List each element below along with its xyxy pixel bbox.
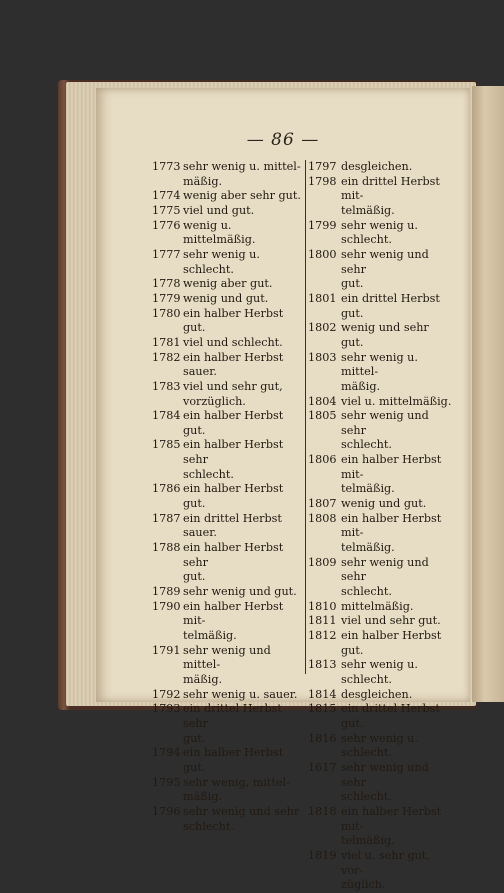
vintage-entry: [308, 600, 454, 615]
vintage-description: ein halber Herbst sehr: [183, 541, 284, 569]
vintage-entry: [308, 805, 454, 834]
vintage-entry: [308, 160, 454, 175]
vintage-entry: [308, 702, 454, 731]
vintage-description-continued: telmäßig.: [341, 203, 395, 217]
year-number: 1793: [152, 702, 181, 716]
year-number: 1795: [152, 775, 181, 789]
year-number: 1796: [152, 804, 181, 818]
vintage-entry: [152, 688, 302, 703]
year-number: 1617: [308, 760, 337, 774]
year-number: 1807: [308, 497, 337, 511]
vintage-entry: [152, 541, 302, 570]
vintage-entry: [152, 204, 302, 219]
vintage-description: sehr wenig u. schlecht.: [183, 247, 260, 276]
column-divider: [305, 160, 306, 674]
year-number: 1810: [308, 599, 337, 613]
vintage-entry: [308, 395, 454, 410]
vintage-description: ein halber Herbst gut.: [183, 306, 284, 335]
vintage-description: sehr wenig und sehr: [341, 409, 429, 437]
year-number: 1786: [152, 482, 181, 496]
year-number: 1800: [308, 247, 337, 261]
vintage-description: wenig und gut.: [341, 497, 427, 511]
vintage-description: sehr wenig u. schlecht.: [341, 658, 418, 686]
year-number: 1802: [308, 321, 337, 335]
vintage-description-continued: telmäßig.: [341, 482, 395, 496]
year-number: 1774: [152, 189, 181, 203]
year-number: 1782: [152, 350, 181, 364]
vintage-entry: [308, 629, 454, 658]
year-number: 1801: [308, 291, 337, 305]
vintage-description: ein drittel Herbst gut.: [341, 702, 440, 730]
year-number: 1816: [308, 731, 337, 745]
vintage-description: sehr wenig und mittel-: [183, 643, 271, 672]
year-number: 1811: [308, 614, 337, 628]
year-number: 1798: [308, 174, 337, 188]
vintage-entry: [308, 688, 454, 703]
vintage-entry: [308, 292, 454, 321]
vintage-entry: [308, 849, 454, 878]
vintage-description: sehr wenig u. schlecht.: [341, 731, 418, 760]
vintage-entry: [152, 219, 302, 248]
left-column: [152, 160, 302, 834]
vintage-description: sehr wenig und sehr: [341, 760, 429, 789]
year-number: 1773: [152, 160, 181, 173]
vintage-description: ein drittel Herbst gut.: [341, 291, 440, 320]
vintage-entry: [308, 614, 454, 629]
vintage-entry: [308, 556, 454, 585]
year-number: 1813: [308, 658, 337, 672]
vintage-description: mittelmäßig.: [341, 599, 414, 613]
vintage-description-continued: gut.: [183, 731, 206, 745]
year-number: 1775: [152, 203, 181, 217]
vintage-description-continued: vorzüglich.: [183, 394, 246, 408]
vintage-entry: [152, 805, 302, 820]
vintage-entry: [308, 658, 454, 687]
vintage-entry: [308, 248, 454, 277]
year-number: 1776: [152, 218, 181, 232]
vintage-description: viel u. mittelmäßig.: [341, 394, 452, 408]
vintage-description-continued: mäßig.: [183, 790, 223, 804]
year-number: 1794: [152, 746, 181, 760]
vintage-description: viel und gut.: [183, 203, 255, 217]
year-number: 1797: [308, 160, 337, 173]
vintage-description: sehr wenig u. mittel-: [183, 160, 301, 173]
vintage-description: sehr wenig u. mittel-: [341, 350, 418, 379]
vintage-entry: [152, 746, 302, 775]
vintage-description: ein halber Herbst sauer.: [183, 350, 284, 379]
year-number: 1785: [152, 438, 181, 452]
year-number: 1814: [308, 687, 337, 701]
vintage-description-continued: mäßig.: [183, 672, 223, 686]
year-number: 1812: [308, 629, 337, 642]
vintage-entry: [152, 482, 302, 511]
vintage-entry: [308, 219, 454, 248]
vintage-entry: [152, 438, 302, 467]
year-number: 1779: [152, 291, 181, 305]
vintage-description: ein halber Herbst gut.: [183, 746, 284, 774]
year-number: 1815: [308, 702, 337, 716]
vintage-entry: [152, 277, 302, 292]
facing-page-edge: [472, 86, 504, 702]
vintage-description: sehr wenig u. sauer.: [183, 687, 298, 701]
vintage-description: ein halber Herbst gut.: [183, 482, 284, 511]
vintage-entry: [152, 248, 302, 277]
vintage-description: wenig aber gut.: [183, 277, 273, 291]
vintage-entry: [152, 160, 302, 175]
year-number: 1792: [152, 687, 181, 701]
vintage-description-continued: mäßig.: [341, 379, 381, 393]
year-number: 1783: [152, 379, 181, 393]
vintage-description: ein halber Herbst mit-: [341, 511, 442, 540]
year-number: 1804: [308, 394, 337, 408]
vintage-description: ein halber Herbst mit-: [341, 453, 442, 481]
vintage-description: sehr wenig, mittel-: [183, 775, 290, 789]
year-number: 1778: [152, 277, 181, 291]
vintage-entry: [152, 380, 302, 395]
year-number: 1788: [152, 541, 181, 555]
vintage-entry: [152, 189, 302, 204]
right-column: [308, 160, 454, 893]
page-number: — 86 —: [246, 130, 320, 150]
vintage-description: sehr wenig u. schlecht.: [341, 218, 418, 247]
vintage-description: ein drittel Herbst sehr: [183, 702, 282, 730]
vintage-entry: [152, 292, 302, 307]
vintage-description-continued: gut.: [341, 277, 364, 291]
year-number: 1805: [308, 409, 337, 423]
vintage-description: wenig und sehr gut.: [341, 321, 429, 349]
vintage-description: ein drittel Herbst sauer.: [183, 511, 282, 540]
vintage-entry: [308, 409, 454, 438]
year-number: 1780: [152, 306, 181, 320]
vintage-description-continued: gut.: [183, 570, 206, 584]
vintage-description: desgleichen.: [341, 687, 413, 701]
year-number: 1789: [152, 585, 181, 599]
vintage-entry: [308, 732, 454, 761]
vintage-description: sehr wenig und sehr: [183, 804, 300, 818]
vintage-description: ein halber Herbst mit-: [183, 599, 284, 628]
vintage-entry: [308, 175, 454, 204]
vintage-entry: [152, 512, 302, 541]
vintage-description-continued: schlecht.: [341, 790, 392, 804]
vintage-description: wenig u. mittelmäßig.: [183, 218, 256, 247]
vintage-description: sehr wenig und sehr: [341, 555, 429, 584]
year-number: 1808: [308, 511, 337, 525]
vintage-description: viel und sehr gut,: [183, 379, 283, 393]
vintage-description: viel u. sehr gut, vor-: [341, 848, 430, 877]
year-number: 1803: [308, 350, 337, 364]
vintage-description: ein drittel Herbst mit-: [341, 174, 440, 203]
vintage-description: wenig aber sehr gut.: [183, 189, 301, 203]
vintage-entry: [152, 409, 302, 438]
vintage-entry: [308, 351, 454, 380]
vintage-description-continued: schlecht.: [183, 467, 234, 481]
vintage-description-continued: schlecht.: [341, 585, 392, 599]
vintage-entry: [152, 585, 302, 600]
year-number: 1784: [152, 409, 181, 423]
vintage-entry: [152, 776, 302, 791]
vintage-description: desgleichen.: [341, 160, 413, 173]
year-number: 1819: [308, 848, 337, 862]
vintage-description-continued: schlecht.: [183, 819, 234, 833]
vintage-entry: [308, 512, 454, 541]
vintage-description: ein halber Herbst mit-: [341, 804, 442, 833]
vintage-entry: [152, 600, 302, 629]
vintage-description: sehr wenig und gut.: [183, 585, 297, 599]
year-number: 1791: [152, 643, 181, 657]
vintage-entry: [308, 497, 454, 512]
vintage-description-continued: mäßig.: [183, 174, 223, 188]
vintage-description: wenig und gut.: [183, 291, 269, 305]
vintage-entry: [152, 351, 302, 380]
year-number: 1790: [152, 599, 181, 613]
vintage-description: sehr wenig und sehr: [341, 247, 429, 276]
vintage-entry: [308, 453, 454, 482]
vintage-description: ein halber Herbst gut.: [183, 409, 284, 437]
year-number: 1787: [152, 511, 181, 525]
vintage-entry: [152, 702, 302, 731]
vintage-description-continued: telmäßig.: [183, 629, 237, 642]
vintage-description-continued: telmäßig.: [341, 541, 395, 555]
vintage-entry: [152, 307, 302, 336]
year-number: 1809: [308, 555, 337, 569]
vintage-entry: [152, 336, 302, 351]
vintage-description-continued: schlecht.: [341, 438, 392, 452]
year-number: 1818: [308, 804, 337, 818]
vintage-description: ein halber Herbst gut.: [341, 629, 442, 657]
vintage-description: viel und sehr gut.: [341, 614, 441, 628]
vintage-description-continued: telmäßig.: [341, 834, 395, 848]
year-number: 1799: [308, 218, 337, 232]
vintage-description: viel und schlecht.: [183, 335, 283, 349]
vintage-description: ein halber Herbst sehr: [183, 438, 284, 467]
book-page: [96, 88, 470, 892]
year-number: 1806: [308, 453, 337, 467]
vintage-entry: [152, 644, 302, 673]
year-number: 1781: [152, 335, 181, 349]
vintage-entry: [308, 321, 454, 350]
year-number: 1777: [152, 247, 181, 261]
vintage-description-continued: züglich.: [341, 878, 386, 892]
vintage-entry: [308, 761, 454, 790]
